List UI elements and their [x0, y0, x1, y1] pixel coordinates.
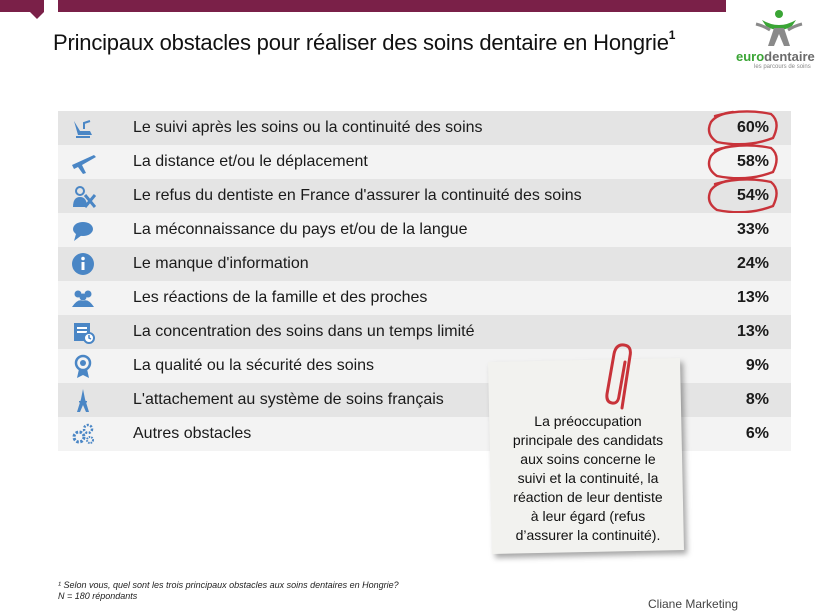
corner-label: Cliane Marketing — [648, 597, 739, 611]
logo-tagline: les parcours de soins — [754, 64, 811, 70]
row-label: La concentration des soins dans un temps limité — [133, 323, 475, 340]
logo-word-dentaire: dentaire — [764, 49, 815, 64]
table-row — [58, 247, 791, 281]
row-label: L'attachement au système de soins français — [133, 391, 444, 408]
row-value: 58% — [736, 153, 769, 170]
banner-right-bar — [58, 0, 726, 12]
gears-icon — [70, 421, 96, 447]
row-label: Le manque d'information — [133, 255, 309, 272]
page-title-text: Principaux obstacles pour réaliser des soins dentaire en Hongrie — [53, 30, 669, 55]
info-icon — [70, 251, 96, 277]
row-value: 13% — [736, 289, 769, 306]
banner-left-tab — [0, 0, 44, 12]
page-title — [53, 30, 675, 56]
airplane-icon — [70, 149, 96, 175]
footnote — [58, 580, 399, 602]
banner-notch — [30, 12, 44, 19]
row-label: La distance et/ou le déplacement — [133, 153, 368, 170]
sticky-note-text: La préoccupation principale des candidats aux soins concerne le suivi et la continuité, la réaction de leur dentiste à leur égard (refus d’assurer la continuité). — [512, 413, 664, 543]
logo-word-euro: euro — [736, 49, 765, 64]
paperclip-icon — [600, 342, 640, 412]
people-icon — [70, 285, 96, 311]
row-label: La méconnaissance du pays et/ou de la langue — [133, 221, 468, 238]
eiffel-tower-icon — [70, 387, 96, 413]
dentist-refusal-icon — [70, 183, 96, 209]
schedule-icon — [70, 319, 96, 345]
quality-badge-icon — [70, 353, 96, 379]
row-label: Le suivi après les soins ou la continuité des soins — [133, 119, 483, 136]
row-label: Le refus du dentiste en France d'assurer la continuité des soins — [133, 187, 582, 204]
footnote-sample: N = 180 répondants — [58, 591, 138, 601]
table-row — [58, 145, 791, 179]
row-value: 24% — [736, 255, 769, 272]
row-value: 8% — [745, 391, 769, 408]
row-label: Autres obstacles — [133, 425, 252, 442]
row-value: 6% — [745, 425, 769, 442]
sticky-note — [490, 360, 690, 560]
row-value: 33% — [736, 221, 769, 238]
table-row — [58, 111, 791, 145]
row-value: 9% — [745, 357, 769, 374]
table-row — [58, 281, 791, 315]
dental-chair-icon — [70, 115, 96, 141]
table-row — [58, 213, 791, 247]
row-value: 54% — [736, 187, 769, 204]
footnote-question: ¹ Selon vous, quel sont les trois principaux obstacles aux soins dentaires en Hongrie? — [58, 580, 399, 590]
row-label: Les réactions de la famille et des proches — [133, 289, 428, 306]
table-row — [58, 315, 791, 349]
title-footnote-marker: 1 — [668, 28, 676, 42]
row-value: 60% — [736, 119, 769, 136]
logo-wordmark — [736, 49, 815, 64]
top-banner — [0, 0, 829, 16]
table-row — [58, 179, 791, 213]
logo-figure-icon — [734, 6, 824, 50]
speech-bubble-icon — [70, 217, 96, 243]
eurodentaire-logo — [734, 6, 824, 76]
row-label: La qualité ou la sécurité des soins — [133, 357, 375, 374]
row-value: 13% — [736, 323, 769, 340]
